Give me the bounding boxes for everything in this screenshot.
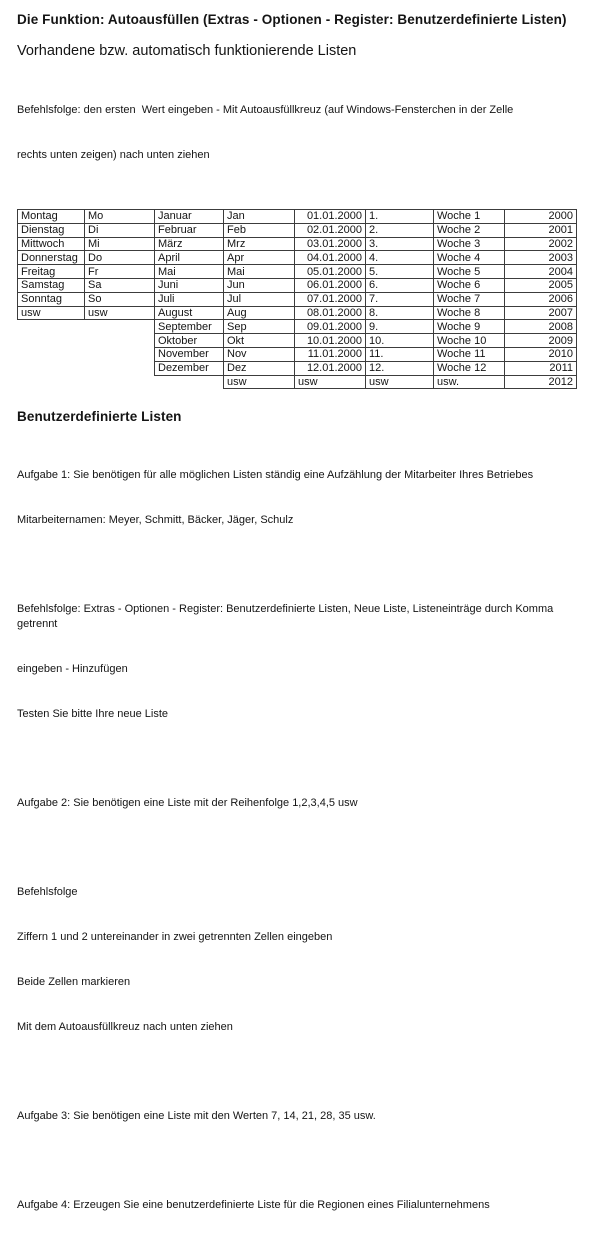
- table-cell: Woche 3: [434, 237, 505, 251]
- table-cell: usw: [85, 306, 155, 320]
- table-cell: [18, 375, 85, 389]
- table-cell: 11.01.2000: [295, 347, 366, 361]
- table-cell: Okt: [224, 334, 295, 348]
- aufgabe-2-text: Aufgabe 2: Sie benötigen eine Liste mit der Reihenfolge 1,2,3,4,5 usw: [17, 797, 358, 810]
- table-cell: Woche 7: [434, 292, 505, 306]
- table-cell: 5.: [366, 265, 434, 279]
- table-cell: [85, 334, 155, 348]
- table-cell: 09.01.2000: [295, 320, 366, 334]
- table-cell: 11.: [366, 347, 434, 361]
- table-cell: Nov: [224, 347, 295, 361]
- table-cell: [85, 347, 155, 361]
- table-cell: Montag: [18, 210, 85, 224]
- table-cell: 06.01.2000: [295, 278, 366, 292]
- table-row: [18, 223, 577, 237]
- table-cell: November: [155, 347, 224, 361]
- table-cell: 2007: [505, 306, 577, 320]
- table-cell: 7.: [366, 292, 434, 306]
- table-row: [18, 265, 577, 279]
- table-cell: Feb: [224, 223, 295, 237]
- aufgabe-1: [17, 438, 595, 558]
- table-cell: 1.: [366, 210, 434, 224]
- table-cell: 2006: [505, 292, 577, 306]
- table-cell: [18, 361, 85, 375]
- table-cell: Woche 10: [434, 334, 505, 348]
- table-row: [18, 375, 577, 389]
- table-row: [18, 361, 577, 375]
- table-cell: usw: [18, 306, 85, 320]
- table-row: [18, 292, 577, 306]
- table-row: [18, 237, 577, 251]
- table-cell: Do: [85, 251, 155, 265]
- table-cell: Mai: [155, 265, 224, 279]
- table-cell: Sonntag: [18, 292, 85, 306]
- section-heading-benutzerdefinierte-listen: Benutzerdefinierte Listen: [17, 409, 182, 425]
- step-3: Mit dem Autoausfüllkreuz nach unten ziehen: [17, 1021, 233, 1034]
- befehlsfolge-steps-title: Befehlsfolge: [17, 886, 78, 899]
- table-cell: Dezember: [155, 361, 224, 375]
- table-cell: Samstag: [18, 278, 85, 292]
- table-cell: 2009: [505, 334, 577, 348]
- autofill-table: [17, 209, 577, 389]
- table-cell: Woche 2: [434, 223, 505, 237]
- table-cell: Januar: [155, 210, 224, 224]
- table-cell: Woche 5: [434, 265, 505, 279]
- intro-befehlsfolge: [17, 73, 595, 193]
- table-cell: 2001: [505, 223, 577, 237]
- befehlsfolge-steps: [17, 855, 595, 1065]
- table-row: [18, 251, 577, 265]
- document-subtitle: Vorhandene bzw. automatisch funktionierende Listen: [17, 43, 357, 59]
- intro-line-2: rechts unten zeigen) nach unten ziehen: [17, 149, 210, 161]
- intro-line-1: Befehlsfolge: den ersten Wert eingeben - Mit Autoausfüllkreuz (auf Windows-Fensterchen in der Zelle: [17, 104, 514, 116]
- table-cell: 10.: [366, 334, 434, 348]
- table-cell: 10.01.2000: [295, 334, 366, 348]
- table-cell: Mai: [224, 265, 295, 279]
- table-cell: 2012: [505, 375, 577, 389]
- step-1: Ziffern 1 und 2 untereinander in zwei getrennten Zellen eingeben: [17, 931, 333, 944]
- table-cell: Jul: [224, 292, 295, 306]
- table-cell: 07.01.2000: [295, 292, 366, 306]
- step-2: Beide Zellen markieren: [17, 976, 131, 989]
- table-cell: Woche 4: [434, 251, 505, 265]
- table-cell: [85, 375, 155, 389]
- table-cell: März: [155, 237, 224, 251]
- table-cell: 2011: [505, 361, 577, 375]
- table-cell: Woche 1: [434, 210, 505, 224]
- table-cell: 2008: [505, 320, 577, 334]
- table-cell: [18, 334, 85, 348]
- table-cell: 2002: [505, 237, 577, 251]
- document-title: Die Funktion: Autoausfüllen (Extras - Optionen - Register: Benutzerdefinierte Listen): [17, 12, 567, 27]
- table-cell: 4.: [366, 251, 434, 265]
- table-cell: Mrz: [224, 237, 295, 251]
- table-cell: Juli: [155, 292, 224, 306]
- table-cell: Aug: [224, 306, 295, 320]
- table-cell: 02.01.2000: [295, 223, 366, 237]
- table-cell: 03.01.2000: [295, 237, 366, 251]
- table-cell: Februar: [155, 223, 224, 237]
- table-cell: Jun: [224, 278, 295, 292]
- befehlsfolge-custom-list: [17, 572, 595, 752]
- autofill-table-body: [18, 210, 577, 389]
- table-cell: Mi: [85, 237, 155, 251]
- table-cell: Freitag: [18, 265, 85, 279]
- table-cell: Dienstag: [18, 223, 85, 237]
- table-row: [18, 306, 577, 320]
- aufgabe-3: [17, 1079, 595, 1154]
- aufgabe-4-text: Aufgabe 4: Erzeugen Sie eine benutzerdefinierte Liste für die Regionen eines Filialunternehmens: [17, 1199, 490, 1212]
- table-cell: usw: [224, 375, 295, 389]
- aufgabe-1-text: Aufgabe 1: Sie benötigen für alle möglichen Listen ständig eine Aufzählung der Mitarbeiter Ihres Betriebes: [17, 469, 534, 482]
- mitarbeiternamen-line: Mitarbeiternamen: Meyer, Schmitt, Bäcker, Jäger, Schulz: [17, 514, 294, 527]
- table-cell: Woche 8: [434, 306, 505, 320]
- table-cell: Donnerstag: [18, 251, 85, 265]
- table-cell: 12.01.2000: [295, 361, 366, 375]
- table-cell: 05.01.2000: [295, 265, 366, 279]
- table-cell: Woche 6: [434, 278, 505, 292]
- table-cell: 8.: [366, 306, 434, 320]
- table-cell: 2.: [366, 223, 434, 237]
- table-cell: April: [155, 251, 224, 265]
- table-cell: 2004: [505, 265, 577, 279]
- table-cell: [18, 347, 85, 361]
- table-cell: [85, 320, 155, 334]
- table-cell: [155, 375, 224, 389]
- table-cell: usw: [295, 375, 366, 389]
- table-cell: 9.: [366, 320, 434, 334]
- table-cell: Di: [85, 223, 155, 237]
- table-cell: August: [155, 306, 224, 320]
- table-row: [18, 347, 577, 361]
- aufgabe-4: [17, 1168, 595, 1243]
- table-cell: Woche 12: [434, 361, 505, 375]
- table-cell: Jan: [224, 210, 295, 224]
- table-cell: 01.01.2000: [295, 210, 366, 224]
- table-row: [18, 210, 577, 224]
- table-cell: Oktober: [155, 334, 224, 348]
- table-row: [18, 334, 577, 348]
- table-cell: Sa: [85, 278, 155, 292]
- befehlsfolge-line-2: eingeben - Hinzufügen: [17, 663, 128, 676]
- table-cell: 2003: [505, 251, 577, 265]
- table-row: [18, 320, 577, 334]
- befehlsfolge-line-1: Befehlsfolge: Extras - Optionen - Register: Benutzerdefinierte Listen, Neue Liste, Listeneinträge durch Komma getrennt: [17, 603, 557, 631]
- table-cell: 12.: [366, 361, 434, 375]
- table-cell: Juni: [155, 278, 224, 292]
- table-cell: Apr: [224, 251, 295, 265]
- table-cell: 3.: [366, 237, 434, 251]
- table-cell: 6.: [366, 278, 434, 292]
- table-cell: September: [155, 320, 224, 334]
- table-cell: [18, 320, 85, 334]
- table-cell: 08.01.2000: [295, 306, 366, 320]
- table-cell: Mittwoch: [18, 237, 85, 251]
- table-cell: Mo: [85, 210, 155, 224]
- table-cell: usw.: [434, 375, 505, 389]
- table-cell: Woche 11: [434, 347, 505, 361]
- table-cell: [85, 361, 155, 375]
- table-cell: Fr: [85, 265, 155, 279]
- table-cell: So: [85, 292, 155, 306]
- table-cell: Dez: [224, 361, 295, 375]
- table-row: [18, 278, 577, 292]
- table-cell: Woche 9: [434, 320, 505, 334]
- test-liste-line: Testen Sie bitte Ihre neue Liste: [17, 708, 169, 721]
- table-cell: usw: [366, 375, 434, 389]
- aufgabe-2: [17, 766, 595, 841]
- table-cell: 2005: [505, 278, 577, 292]
- table-cell: 04.01.2000: [295, 251, 366, 265]
- table-cell: Sep: [224, 320, 295, 334]
- table-cell: 2000: [505, 210, 577, 224]
- aufgabe-3-text: Aufgabe 3: Sie benötigen eine Liste mit den Werten 7, 14, 21, 28, 35 usw.: [17, 1110, 376, 1123]
- table-cell: 2010: [505, 347, 577, 361]
